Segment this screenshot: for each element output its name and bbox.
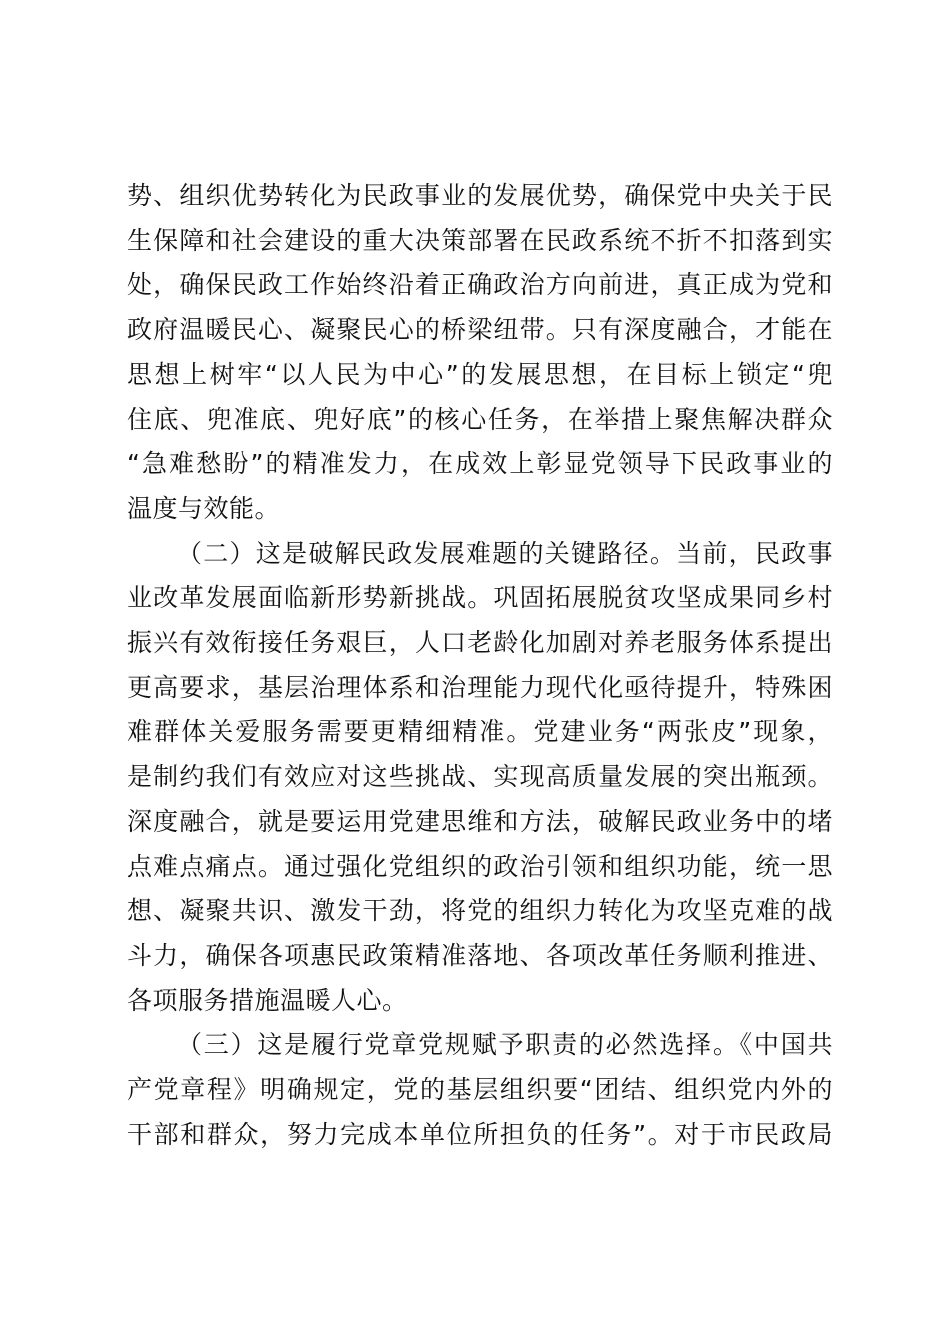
- paragraph-section-three: [127, 1023, 833, 1157]
- text-line: 想、凝聚共识、激发干劲，将党的组织力转化为攻坚克难的战: [127, 896, 833, 926]
- text-line: 处，确保民政工作始终沿着正确政治方向前进，真正成为党和: [127, 270, 833, 300]
- text-line: 更高要求，基层治理体系和治理能力现代化亟待提升，特殊困: [127, 672, 833, 702]
- text-line: 斗力，确保各项惠民政策精准落地、各项改革任务顺利推进、: [127, 940, 833, 970]
- text-line: 深度融合，就是要运用党建思维和方法，破解民政业务中的堵: [127, 806, 833, 836]
- text-line: 温度与效能。: [127, 493, 281, 523]
- text-line: 业改革发展面临新形势新挑战。巩固拓展脱贫攻坚成果同乡村: [127, 583, 833, 613]
- text-line: “急难愁盼”的精准发力，在成效上彰显党领导下民政事业的: [127, 449, 833, 479]
- text-line: 住底、兜准底、兜好底”的核心任务，在举措上聚焦解决群众: [127, 404, 833, 434]
- section-heading-line: （三）这是履行党章党规赋予职责的必然选择。《中国共: [177, 1030, 833, 1060]
- text-line: 政府温暖民心、凝聚民心的桥梁纽带。只有深度融合，才能在: [127, 315, 833, 345]
- text-line: 各项服务措施温暖人心。: [127, 985, 408, 1015]
- body-text: [127, 174, 833, 1157]
- section-heading-line: （二）这是破解民政发展难题的关键路径。当前，民政事: [177, 538, 833, 568]
- text-line: 生保障和社会建设的重大决策部署在民政系统不折不扣落到实: [127, 225, 833, 255]
- text-line: 振兴有效衔接任务艰巨，人口老龄化加剧对养老服务体系提出: [127, 628, 833, 658]
- text-line: 思想上树牢“以人民为中心”的发展思想，在目标上锁定“兜: [127, 359, 833, 389]
- paragraph-continuation: [127, 174, 833, 532]
- text-line: 是制约我们有效应对这些挑战、实现高质量发展的突出瓶颈。: [127, 762, 833, 792]
- text-line: 干部和群众，努力完成本单位所担负的任务”。对于市民政局: [127, 1119, 833, 1149]
- text-line: 产党章程》明确规定，党的基层组织要“团结、组织党内外的: [127, 1075, 833, 1105]
- text-line: 势、组织优势转化为民政事业的发展优势，确保党中央关于民: [127, 181, 833, 210]
- text-line: 点难点痛点。通过强化党组织的政治引领和组织功能，统一思: [127, 851, 833, 881]
- paragraph-section-two: [127, 532, 833, 1024]
- text-line: 难群体关爱服务需要更精细精准。党建业务“两张皮”现象，: [127, 717, 833, 747]
